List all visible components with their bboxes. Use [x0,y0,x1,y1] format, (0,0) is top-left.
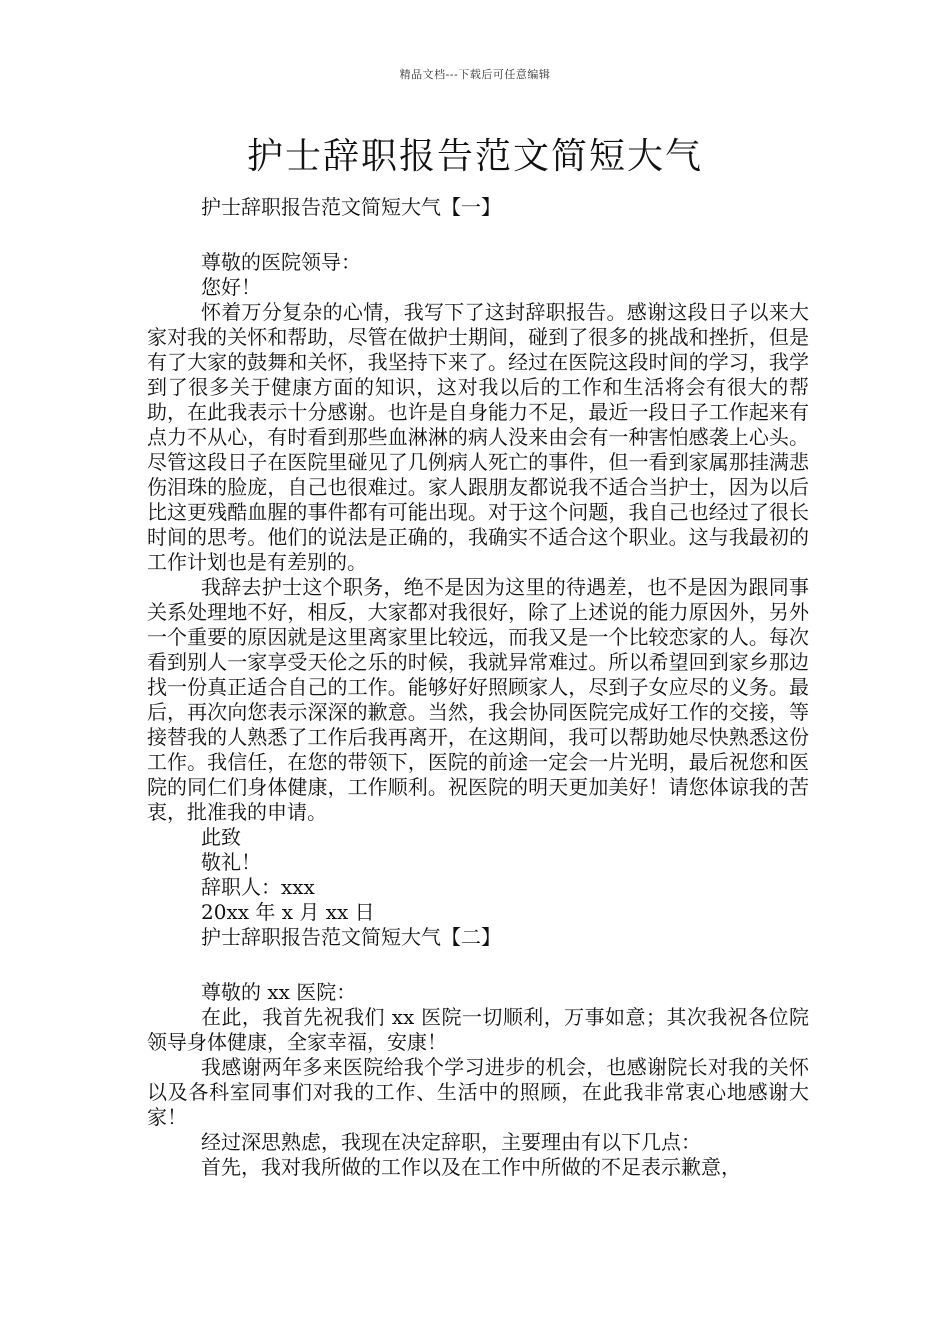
salutation-2: 尊敬的 xx 医院： [201,980,357,1004]
paragraph-2-2: 我感谢两年多来医院给我个学习进步的机会，也感谢院长对我的关怀以及各科室同事们对我的工作、生活中的照顾，在此我非常衷心地感谢大家！ [147,1055,809,1129]
section-heading-2: 护士辞职报告范文简短大气【二】 [201,925,501,949]
paragraph-2-3: 经过深思熟虑，我现在决定辞职，主要理由有以下几点： [201,1130,701,1154]
closing-line-1: 此致 [201,825,241,849]
closing-line-2: 敬礼！ [201,850,261,874]
paragraph-1-1: 怀着万分复杂的心情，我写下了这封辞职报告。感谢这段日子以来大家对我的关怀和帮助，尽管在做护士期间，碰到了很多的挑战和挫折，但是有了大家的鼓舞和关怀，我坚持下来了。经过在医院这段时间的学习，我学到了很多关于健康方面的知识，这对我以后的工作和生活将会有很大的帮助，在此我表示十分感谢。也许是自身能力不足，最近一段日子工作起来有点力不从心，有时看到那些血淋淋的病人没来由会有一种害怕感袭上心头。尽管这段日子在医院里碰见了几例病人死亡的事件，但一看到家属那挂满悲伤泪珠的脸庞，自己也很难过。家人跟朋友都说我不适合当护士，因为以后比这更残酷血腥的事件都有可能出现。对于这个问题，我自己也经过了很长时间的思考。他们的说法是正确的，我确实不适合这个职业。这与我最初的工作计划也是有差别的。 [147,300,809,574]
paragraph-2-4: 首先，我对我所做的工作以及在工作中所做的不足表示歉意， [201,1155,741,1179]
greeting-1: 您好！ [201,275,261,299]
paragraph-1-2: 我辞去护士这个职务，绝不是因为这里的待遇差，也不是因为跟同事关系处理地不好，相反，大家都对我很好，除了上述说的能力原因外，另外一个重要的原因就是这里离家里比较远，而我又是一个比较恋家的人。每次看到别人一家享受天伦之乐的时候，我就异常难过。所以希望回到家乡那边找一份真正适合自己的工作。能够好好照顾家人，尽到子女应尽的义务。最后，再次向您表示深深的歉意。当然，我会协同医院完成好工作的交接，等接替我的人熟悉了工作后我再离开，在这期间，我可以帮助她尽快熟悉这份工作。我信任，在您的带领下，医院的前途一定会一片光明，最后祝您和医院的同仁们身体健康，工作顺利。祝医院的明天更加美好！请您体谅我的苦衷，批准我的申请。 [147,575,809,824]
paragraph-2-1: 在此，我首先祝我们 xx 医院一切顺利，万事如意；其次我祝各位院领导身体健康，全家幸福，安康！ [147,1005,809,1054]
signature-line: 辞职人：xxx [201,875,315,899]
document-title: 护士辞职报告范文简短大气 [246,136,703,177]
section-heading-1: 护士辞职报告范文简短大气【一】 [201,195,501,219]
header-note: 精品文档---下载后可任意编辑 [399,68,551,81]
salutation-1: 尊敬的医院领导： [201,250,361,274]
date-line: 20xx 年 x 月 xx 日 [201,900,375,924]
document-body [147,195,809,1180]
